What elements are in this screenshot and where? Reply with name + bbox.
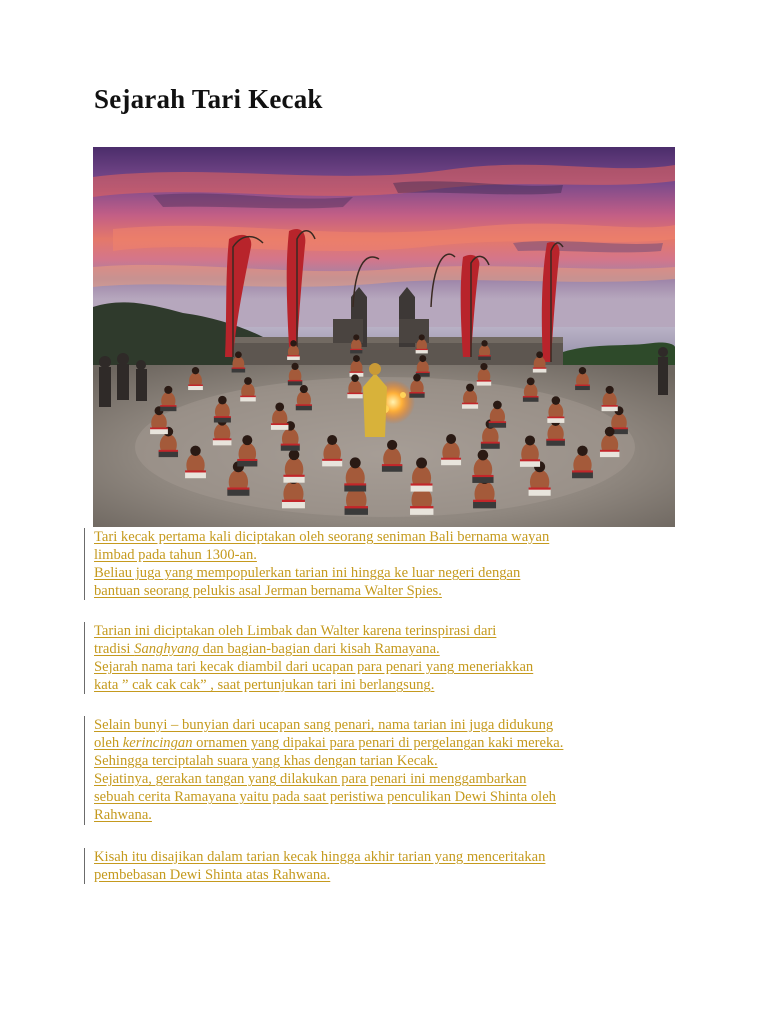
line-text: dan bagian-bagian dari kisah Ramayana. [199, 641, 440, 658]
paragraph-line: Tari kecak pertama kali diciptakan oleh seorang seniman Bali bernama wayan [94, 529, 550, 545]
paragraph-line: kata ” cak cak cak” , saat pertunjukan tari ini berlangsung. [94, 677, 435, 694]
paragraph-line: Tarian ini diciptakan oleh Limbak dan Walter karena terinspirasi dari [94, 623, 497, 639]
paragraph-line [94, 640, 694, 658]
paragraph-line: Selain bunyi – bunyian dari ucapan sang penari, nama tarian ini juga didukung [94, 717, 554, 733]
emphasized-term: Sanghyang [134, 641, 199, 658]
line-text: ornamen yang dipakai para penari di pergelangan kaki mereka. [192, 735, 564, 752]
paragraph-line: pembebasan Dewi Shinta atas Rahwana. [94, 867, 331, 884]
paragraph-line: Beliau juga yang mempopulerkan tarian ini hingga ke luar negeri dengan [94, 565, 521, 582]
emphasized-term: kerincingan [122, 735, 193, 752]
paragraph-line: Sejatinya, gerakan tangan yang dilakukan para penari ini menggambarkan [94, 771, 527, 788]
paragraph-line: sebuah cerita Ramayana yaitu pada saat peristiwa penculikan Dewi Shinta oleh [94, 789, 556, 806]
kecak-dance-photo [93, 147, 675, 527]
paragraph-4 [84, 848, 694, 884]
paragraph-3 [84, 716, 694, 825]
line-text: tradisi [94, 641, 135, 658]
paragraph-line [94, 734, 694, 752]
paragraph-line: Sehingga terciptalah suara yang khas dengan tarian Kecak. [94, 753, 438, 770]
paragraph-2 [84, 622, 694, 694]
page-title: Sejarah Tari Kecak [94, 84, 323, 114]
line-text: oleh [94, 735, 123, 752]
paragraph-line: Rahwana. [94, 807, 152, 824]
paragraph-line: bantuan seorang pelukis asal Jerman bernama Walter Spies. [94, 583, 442, 600]
paragraph-line: Sejarah nama tari kecak diambil dari ucapan para penari yang meneriakkan [94, 659, 534, 676]
paragraph-line: limbad pada tahun 1300-an. [94, 547, 257, 564]
paragraph-1 [84, 528, 694, 600]
paragraph-line: Kisah itu disajikan dalam tarian kecak hingga akhir tarian yang menceritakan [94, 849, 546, 865]
